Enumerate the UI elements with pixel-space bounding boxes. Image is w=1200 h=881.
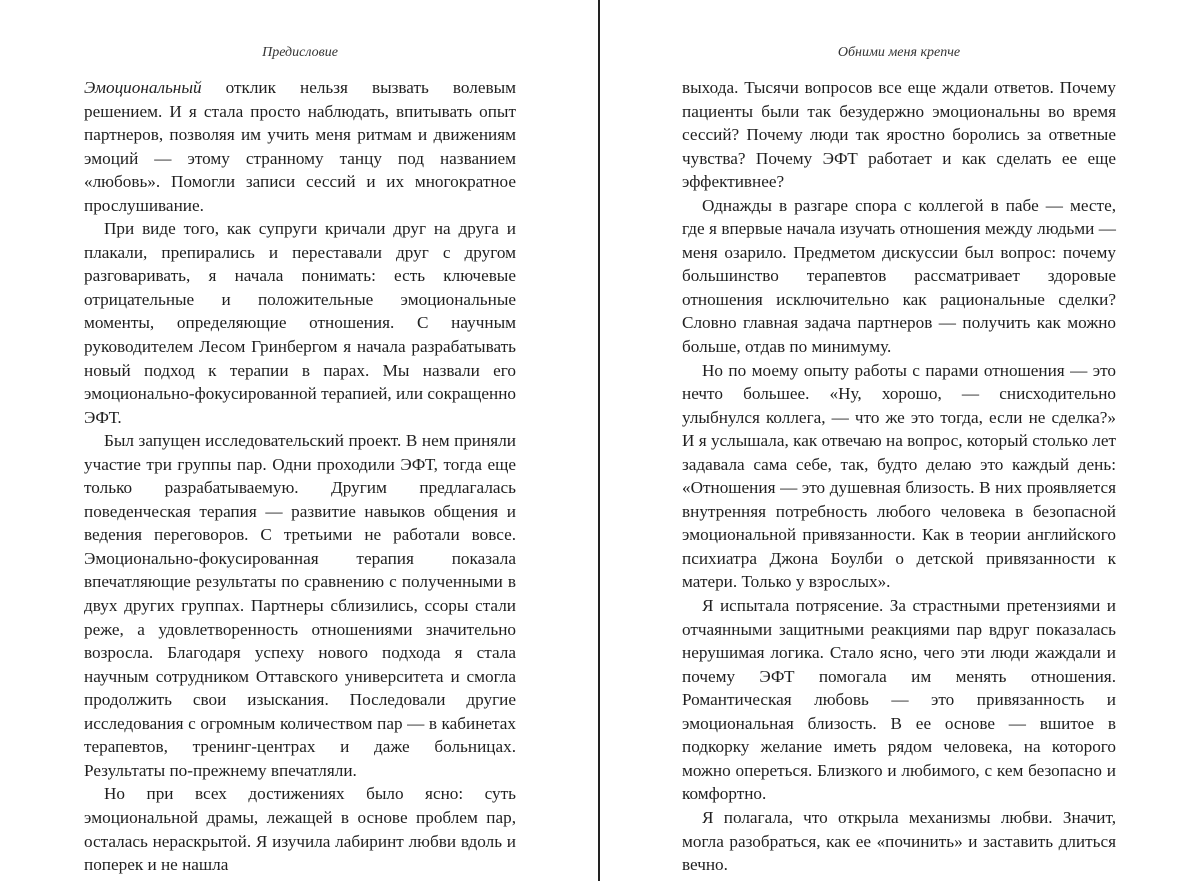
paragraph: При виде того, как супруги кричали друг на друга и плакали, препирались и переставали друг с другом разговаривать, я начала понимать: есть ключевые отрицательные и положительные эмоциональные моменты, определяющие отношения. С научным руководителем Лесом Гринбергом я начала разрабатывать новый подход к терапии в парах. Мы назвали его эмоционально-фокусированной терапией, или сокращенно ЭФТ. [84, 219, 516, 427]
running-head-right: Обними меня крепче [837, 45, 961, 60]
right-page [682, 0, 1116, 881]
left-page-body [84, 76, 516, 877]
paragraph: Я испытала потрясение. За страстными претензиями и отчаянными защитными реакциями пар вдруг показалась нерушимая логика. Стало ясно, чего эти люди жаждали и почему ЭФТ помогала им менять отношения. Романтическая любовь — это привязанность и эмоциональная близость. В ее основе — вшитое в подкорку желание иметь рядом человека, на которого можно опереться. Близкого и любимого, с кем безопасно и комфортно. [682, 596, 1116, 804]
paragraph: Был запущен исследовательский проект. В нем приняли участие три группы пар. Одни проходили ЭФТ, тогда еще только разрабатываемую. Другим предлагалась поведенческая терапия — развитие навыков общения и ведения переговоров. С третьими не работали вовсе. Эмоционально-фокусированная терапия показала впечатляющие результаты по сравнению с полученными в двух других группах. Партнеры сблизились, ссоры стали реже, а удовлетворенность отношениями значительно возросла. Благодаря успеху нового подхода я стала научным сотрудником Оттавского университета и смогла продолжить свои изыскания. Последовали другие исследования с огромным количеством пар — в кабинетах терапевтов, тренинг-центрах и даже больницах. Результаты по-прежнему впечатляли. [84, 431, 516, 780]
left-page [84, 0, 516, 881]
paragraph [84, 76, 516, 217]
page-divider [598, 0, 600, 881]
paragraph-text: отклик нельзя вызвать волевым решением. И я стала просто наблюдать, впитывать опыт партнеров, позволяя им учить меня ритмам и движениям эмоций — этому странному танцу под названием «любовь». Помогли записи сессий и их многократное прослушивание. [84, 78, 516, 215]
paragraph: Я полагала, что открыла механизмы любви. Значит, могла разобраться, как ее «починить» и заставить длиться вечно. [682, 807, 1116, 875]
running-head-left: Предисловие [262, 45, 338, 60]
paragraph: Однажды в разгаре спора с коллегой в пабе — месте, где я впервые начала изучать отношения между людьми — меня озарило. Предметом дискуссии был вопрос: почему большинство терапевтов рассматривает здоровые отношения исключительно как рациональные сделки? Словно главная задача партнеров — получить как можно больше, отдав по минимуму. [682, 195, 1116, 357]
paragraph: Но по моему опыту работы с парами отношения — это нечто большее. «Ну, хорошо, — снисходительно улыбнулся коллега, — что же это тогда, если не сделка?» И я услышала, как отвечаю на вопрос, который столько лет задавала сама себе, так, будто делаю это каждый день: «Отношения — это душевная близость. В них проявляется внутренняя потребность любого человека в безопасной эмоциональной привязанности. Как в теории английского психиатра Джона Боулби о детской привязанности к матери. Только у взрослых». [682, 360, 1116, 592]
right-page-body [682, 76, 1116, 877]
lead-word: Эмоциональный [84, 78, 202, 97]
paragraph: выхода. Тысячи вопросов все еще ждали ответов. Почему пациенты были так безудержно эмоциональны во время сессий? Почему люди так яростно боролись за ответные чувства? Почему ЭФТ работает и как сделать ее еще эффективнее? [682, 78, 1116, 192]
paragraph: Но при всех достижениях было ясно: суть эмоциональной драмы, лежащей в основе проблем пар, осталась нераскрытой. Я изучила лабиринт любви вдоль и поперек и не нашла [84, 784, 516, 875]
